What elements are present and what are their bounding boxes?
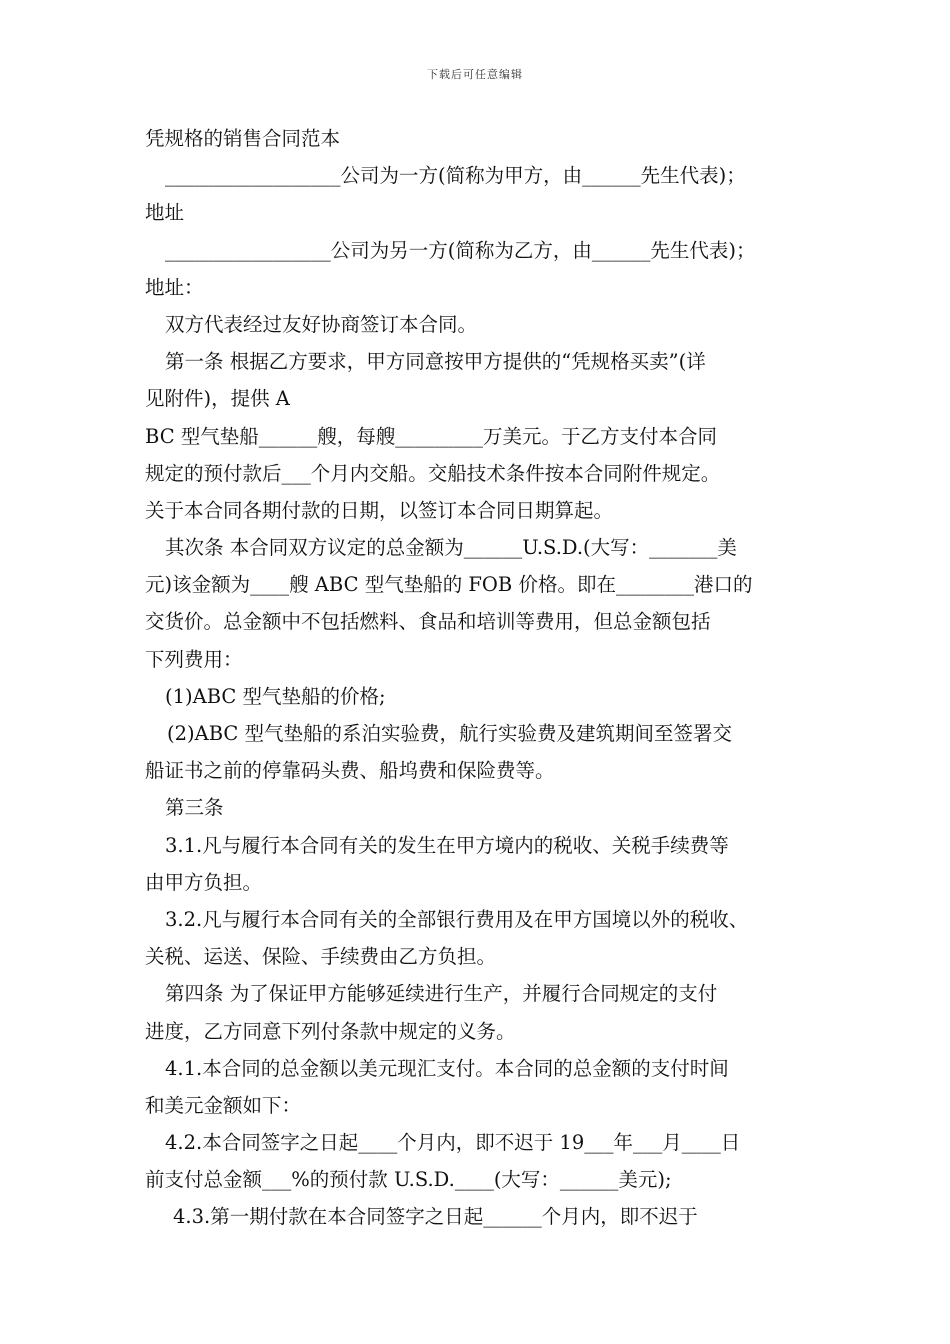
list-item: (1)ABC 型气垫船的价格; (165, 684, 386, 708)
paragraph-line: 关税、运送、保险、手续费由乙方负担。 (145, 945, 497, 969)
document-title: 凭规格的销售合同范本 (145, 127, 341, 150)
list-item: (2)ABC 型气垫船的系泊实验费，航行实验费及建筑期间至签署交 (167, 722, 733, 745)
paragraph-line: 元)该金额为____艘 ABC 型气垫船的 FOB 价格。即在________港口的 (145, 573, 753, 597)
paragraph-line: 地址 (145, 201, 185, 225)
document-body (145, 120, 815, 1236)
paragraph-line: 规定的预付款后___个月内交船。交船技术条件按本合同附件规定。 (145, 461, 721, 485)
paragraph-line: 关于本合同各期付款的日期，以签订本合同日期算起。 (145, 498, 614, 522)
paragraph-line: 交货价。总金额中不包括燃料、食品和培训等费用，但总金额包括 (145, 610, 711, 634)
clause-line: 4.1.本合同的总金额以美元现汇支付。本合同的总金额的支付时间 (165, 1056, 729, 1080)
clause-line: 3.2.凡与履行本合同有关的全部银行费用及在甲方国境以外的税收、 (165, 907, 749, 931)
paragraph-line: 进度，乙方同意下列付条款中规定的义务。 (145, 1019, 516, 1043)
clause-line: 4.3.第一期付款在本合同签字之日起______个月内，即不迟于 (173, 1205, 698, 1229)
paragraph-line: 第一条 根据乙方要求，甲方同意按甲方提供的“凭规格买卖”(详 (165, 350, 706, 374)
paragraph-line: BC 型气垫船______艘，每艘_________万美元。于乙方支付本合同 (145, 424, 718, 448)
clause-line: 4.2.本合同签字之日起____个月内，即不迟于 19___年___月____日 (165, 1131, 741, 1155)
clause-line: 3.1.凡与履行本合同有关的发生在甲方境内的税收、关税手续费等 (165, 833, 729, 857)
paragraph-line: __________________公司为一方(简称为甲方，由______先生代表)； (165, 164, 746, 188)
paragraph-line: 双方代表经过友好协商签订本合同。 (165, 312, 478, 336)
paragraph-line: 第四条 为了保证甲方能够延续进行生产，并履行合同规定的支付 (165, 982, 718, 1006)
paragraph-line: _________________公司为另一方(简称为乙方，由______先生代表)； (165, 238, 756, 262)
paragraph-line: 见附件)，提供 A (145, 387, 290, 411)
paragraph-line: 其次条 本合同双方议定的总金额为______U.S.D.(大写：_______美 (165, 536, 737, 560)
paragraph-line: 由甲方负担。 (145, 870, 263, 894)
paragraph-line: 地址： (145, 275, 204, 299)
paragraph-line: 和美元金额如下： (145, 1093, 302, 1117)
paragraph-line: 下列费用： (145, 647, 243, 671)
page-header: 下载后可任意编辑 (427, 68, 523, 81)
section-heading: 第三条 (165, 796, 224, 820)
paragraph-line: 船证书之前的停靠码头费、船坞费和保险费等。 (145, 759, 555, 783)
paragraph-line: 前支付总金额___%的预付款 U.S.D.____(大写：______美元); (145, 1168, 672, 1192)
